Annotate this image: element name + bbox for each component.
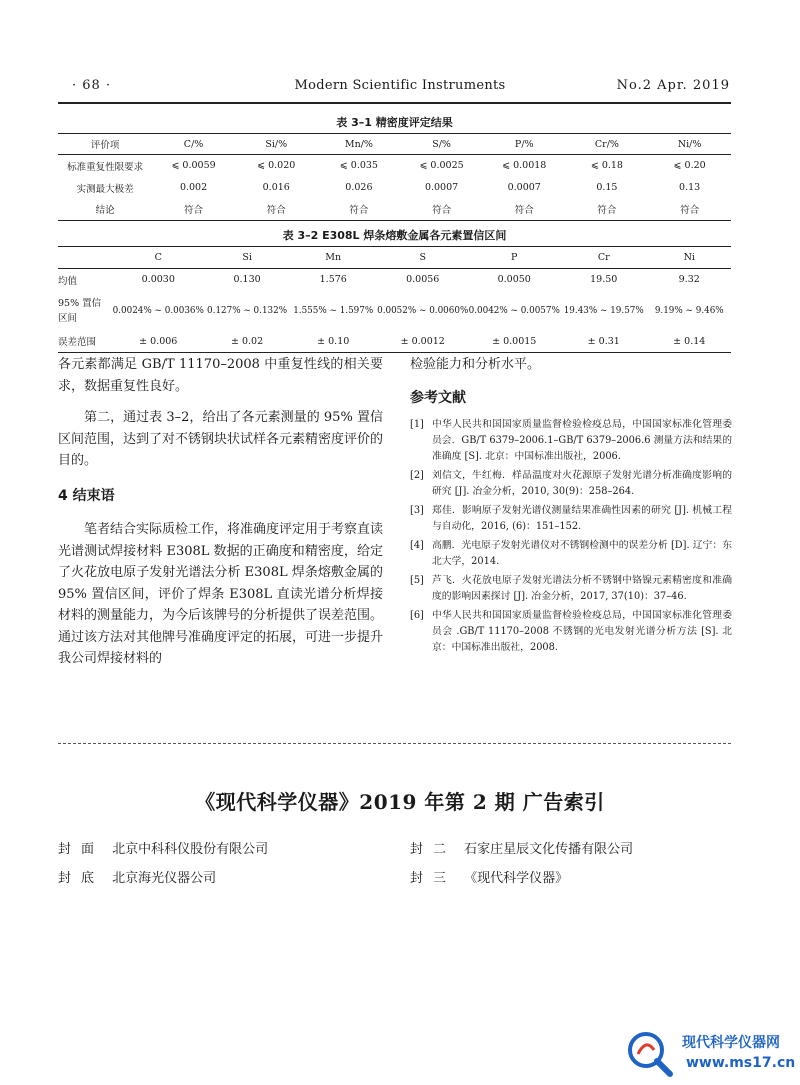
table-cell: ⩽ 0.0059	[171, 160, 216, 172]
reference-text: 中华人民共和国国家质量监督检验检疫总局，中国国家标准化管理委员会 .GB/T 11170–2008 不锈钢的光电发射光谱分析方法 [S]. 北京：中国标准出版社，2008.	[432, 610, 732, 653]
table-cell: 符合	[648, 199, 731, 221]
ad-index-item	[58, 838, 268, 857]
table-cell: 0.026	[345, 182, 373, 193]
table-cell: 19.50	[590, 274, 618, 286]
paragraph: 各元素都满足 GB/T 11170–2008 中重复性线的相关要求，数据重复性良好。	[58, 357, 383, 394]
table-cell: ± 0.0012	[377, 331, 469, 353]
table1-header-cell: Cr/%	[566, 134, 649, 155]
reference-list	[410, 417, 732, 656]
table-cell: ⩽ 0.0018	[502, 160, 547, 172]
table-cell: 0.0052% ~ 0.0060%	[377, 305, 469, 316]
ad-index-item	[58, 867, 216, 886]
reference-number: [6]	[410, 610, 424, 621]
reference-item	[410, 573, 732, 605]
table2-header-row	[58, 247, 731, 269]
table1-header-cell: S/%	[400, 134, 483, 155]
table1-header-cell: Si/%	[235, 134, 318, 155]
table-cell: 0.127% ~ 0.132%	[207, 305, 288, 316]
table-cell: 0.0050	[497, 274, 531, 286]
header-rule	[58, 102, 731, 104]
reference-item	[410, 468, 732, 500]
table-cell: 95% 置信区间	[58, 297, 102, 324]
references-heading: 参考文献	[410, 389, 466, 406]
table-cell: ⩽ 0.035	[339, 160, 378, 172]
dashed-divider	[58, 743, 731, 744]
table-cell: 符合	[483, 199, 566, 221]
table1-header-cell: Mn/%	[318, 134, 401, 155]
table2-caption: 表 3–2 E308L 焊条熔敷金属各元素置信区间	[282, 229, 507, 242]
table-cell: 0.016	[262, 182, 290, 193]
table-cell: 9.19% ~ 9.46%	[654, 305, 724, 316]
table-cell: 符合	[318, 199, 401, 221]
table2-header-cell: C	[112, 247, 205, 269]
table1-header-row	[58, 134, 731, 155]
reference-number: [5]	[410, 575, 424, 586]
table-cell: 1.576	[319, 274, 347, 286]
reference-text: 郑佳．影响原子发射光谱仪测量结果准确性因素的研究 [J]. 机械工程与自动化，2016, (6)：151–152.	[432, 505, 732, 532]
table-cell: ± 0.02	[205, 331, 290, 353]
table2-header-cell	[58, 247, 112, 269]
table1-header-cell: Ni/%	[648, 134, 731, 155]
table-cell: 0.15	[596, 182, 618, 193]
ad-company: 北京海光仪器公司	[112, 871, 217, 886]
table-cell: 0.0007	[507, 182, 541, 193]
table-cell: ± 0.31	[560, 331, 647, 353]
reference-item	[410, 417, 732, 465]
precision-table	[58, 133, 731, 221]
table2-header-cell: Si	[205, 247, 290, 269]
table2-header-cell: Mn	[289, 247, 376, 269]
site-watermark	[624, 1028, 794, 1080]
table-cell: 符合	[566, 199, 649, 221]
ad-position-label: 封面	[58, 842, 105, 857]
table-cell: ± 0.006	[112, 331, 205, 353]
reference-number: [3]	[410, 505, 424, 516]
section-heading: 4 结束语	[58, 487, 115, 504]
table-cell: 19.43% ~ 19.57%	[563, 305, 644, 316]
watermark-site-name: 现代科学仪器网	[682, 1035, 780, 1051]
table1-header-cell: P/%	[483, 134, 566, 155]
left-column	[58, 354, 383, 670]
table-row	[58, 291, 731, 331]
journal-name: Modern Scientific Instruments	[294, 78, 506, 93]
reference-item	[410, 503, 732, 535]
ad-index-title: 《现代科学仪器》2019 年第 2 期 广告索引	[195, 790, 605, 814]
confidence-interval-table	[58, 246, 731, 353]
table-row	[58, 199, 731, 221]
reference-number: [2]	[410, 470, 424, 481]
table-cell: 结论	[58, 199, 152, 221]
paragraph: 笔者结合实际质检工作，将准确度评定用于考察直读光谱测试焊接材料 E308L 数据的正确度和精密度，给定了火花放电原子发射光谱法分析 E308L 焊条熔敷金属的 95% 置信区间，评价了焊条 E308L 直读光谱分析焊接材料的测量能力，为今后该牌号的分析提供了误差范围。通过该方法对其他牌号准确度评定的拓展，可进一步提升我公司焊接材料的	[58, 522, 384, 666]
ad-company: 北京中科科仪股份有限公司	[112, 842, 269, 857]
table-cell: 0.002	[179, 182, 208, 193]
table-row	[58, 177, 731, 199]
table-cell: ± 0.14	[647, 331, 731, 353]
table-cell: 0.0056	[406, 274, 440, 286]
ad-company: 《现代科学仪器》	[464, 871, 569, 886]
paragraph: 检验能力和分析水平。	[410, 357, 541, 372]
table-cell: ⩽ 0.020	[257, 160, 296, 172]
table-cell: 符合	[235, 199, 318, 221]
issue-info: No.2 Apr. 2019	[616, 78, 730, 93]
ad-position-label: 封底	[58, 871, 105, 886]
reference-number: [1]	[410, 419, 424, 430]
ad-position-label: 封三	[410, 871, 457, 886]
reference-item	[410, 538, 732, 570]
table-cell: 标准重复性限要求	[67, 161, 144, 173]
table2-header-cell: P	[468, 247, 560, 269]
table-cell: 9.32	[678, 274, 700, 286]
table2-header-cell: Cr	[560, 247, 647, 269]
paragraph: 第二，通过表 3–2，给出了各元素测量的 95% 置信区间范围，达到了对不锈钢块状试样各元素精密度评价的目的。	[58, 410, 384, 468]
right-column	[410, 354, 732, 659]
table-cell: 实测最大极差	[76, 183, 134, 195]
table1-header-cell: C/%	[152, 134, 235, 155]
watermark-url: www.ms17.cn	[686, 1055, 796, 1071]
table-cell: ⩽ 0.0025	[419, 160, 464, 172]
ad-company: 石家庄星辰文化传播有限公司	[464, 842, 634, 857]
table1-header-cell: 评价项	[58, 134, 152, 155]
magnifier-logo-icon	[624, 1028, 678, 1080]
reference-number: [4]	[410, 540, 424, 551]
table-cell: ± 0.10	[289, 331, 376, 353]
table-cell: 误差范围	[58, 331, 112, 353]
table-row	[58, 331, 731, 353]
table-cell: 符合	[152, 199, 235, 221]
table-cell: ⩽ 0.18	[590, 160, 623, 172]
table-row	[58, 155, 731, 177]
reference-item	[410, 608, 732, 656]
table-cell: 0.13	[679, 182, 701, 193]
reference-text: 中华人民共和国国家质量监督检验检疫总局，中国国家标准化管理委员会．GB/T 6379–2006.1–GB/T 6379–2006.6 测量方法和结果的准确度 [S]. 北京：中国标准出版社，2006.	[432, 419, 732, 462]
table-row	[58, 269, 731, 291]
reference-text: 高鹏．光电原子发射光谱仪对不锈钢检测中的误差分析 [D]. 辽宁：东北大学，2014.	[432, 540, 732, 567]
table-cell: 1.555% ~ 1.597%	[293, 305, 374, 316]
ad-index-item	[410, 838, 633, 857]
table-cell: 0.130	[233, 274, 261, 286]
ad-position-label: 封二	[410, 842, 457, 857]
table-cell: 符合	[400, 199, 483, 221]
table-cell: ± 0.0015	[468, 331, 560, 353]
page-number: · 68 ·	[72, 78, 112, 93]
table-cell: 均值	[58, 275, 78, 287]
table-cell: 0.0007	[424, 182, 459, 193]
ad-index-item	[410, 867, 568, 886]
table-cell: ⩽ 0.20	[673, 160, 706, 172]
table2-header-cell: Ni	[647, 247, 731, 269]
reference-text: 刘信文，牛红梅．样品温度对火花源原子发射光谱分析准确度影响的研究 [J]. 冶金分析，2010, 30(9)：258–264.	[432, 470, 732, 497]
table2-header-cell: S	[377, 247, 469, 269]
table1-caption: 表 3–1 精密度评定结果	[336, 116, 453, 129]
reference-text: 芦飞．火花放电原子发射光谱法分析不锈钢中铬镍元素精密度和准确度的影响因素探讨 [J]. 冶金分析，2017, 37(10)：37–46.	[432, 575, 732, 602]
table-cell: 0.0042% ~ 0.0057%	[468, 305, 560, 316]
table-cell: 0.0030	[141, 274, 175, 286]
table-cell: 0.0024% ~ 0.0036%	[112, 305, 204, 316]
